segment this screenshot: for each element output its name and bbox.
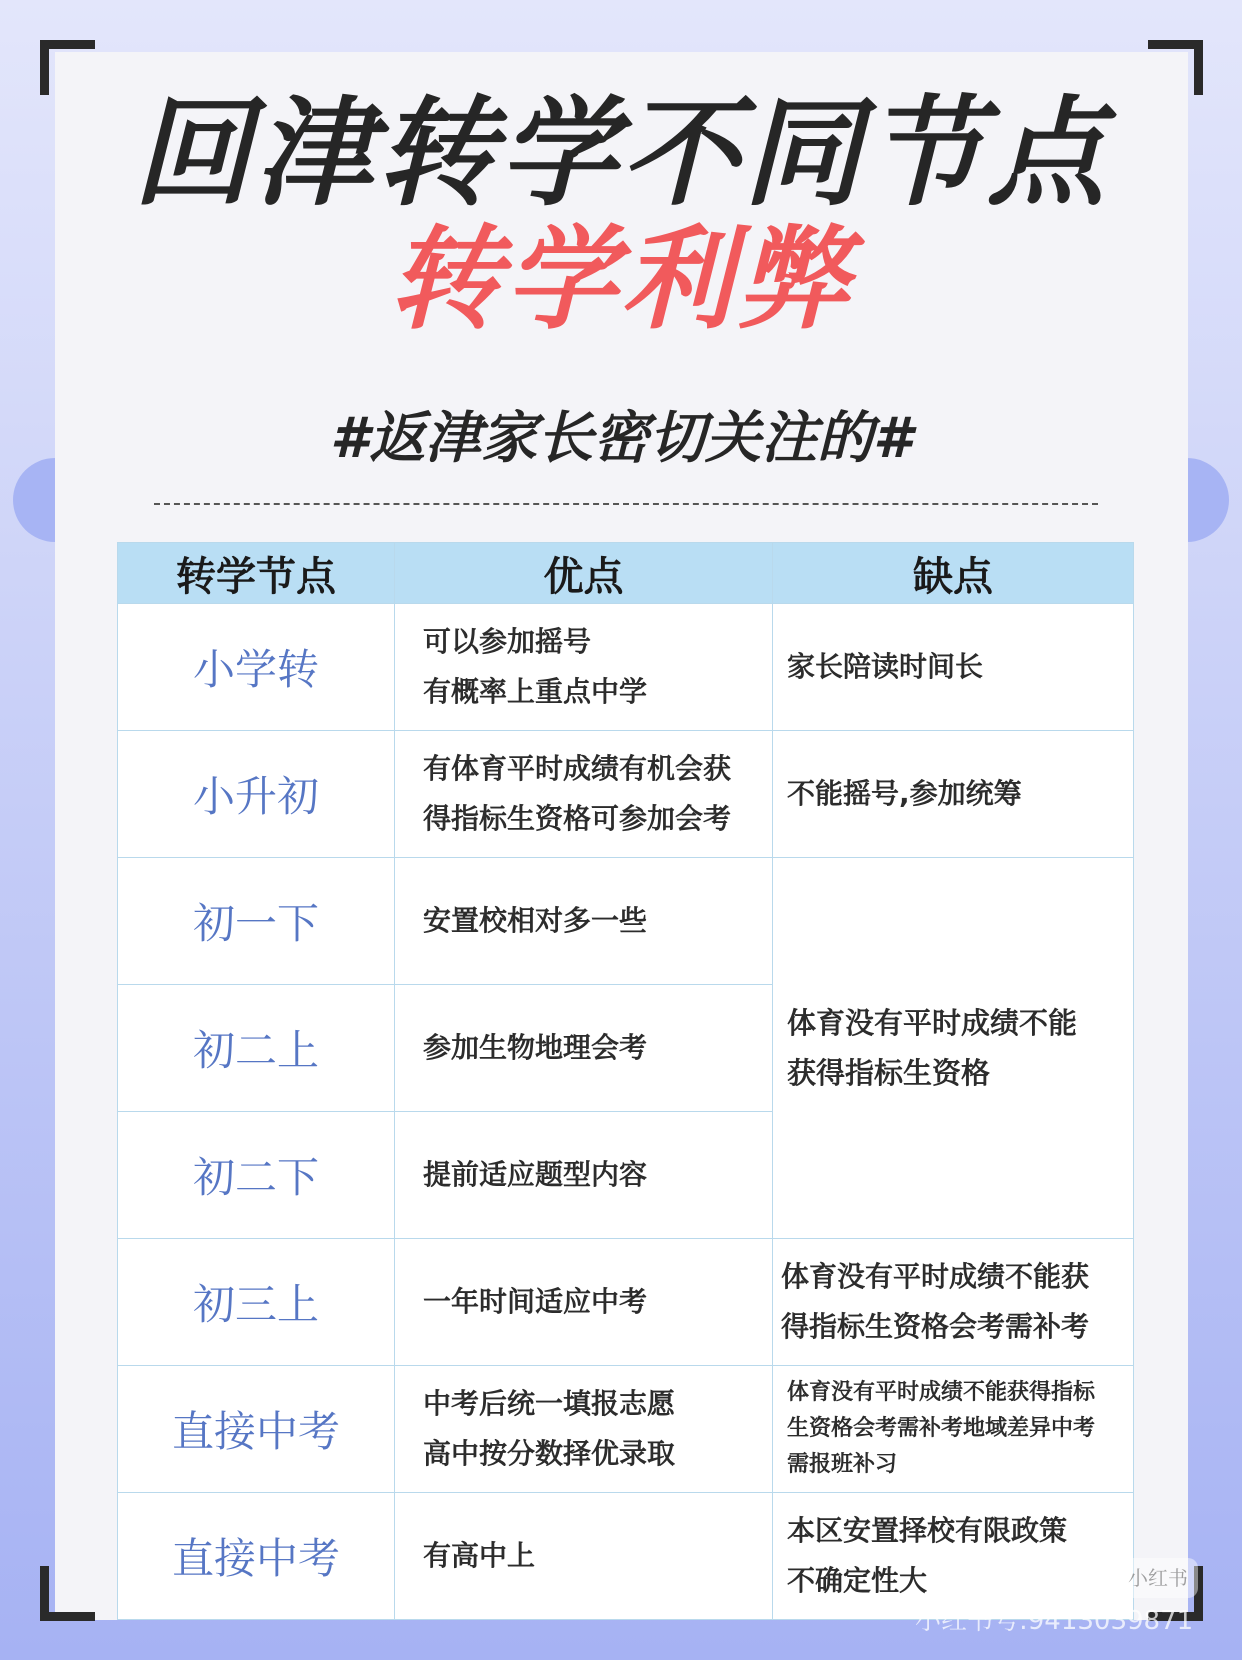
- cons-line: 获得指标生资格: [787, 1056, 991, 1090]
- cons-cell-merged: [773, 858, 1134, 1239]
- pros-cell: [395, 1112, 773, 1239]
- cons-cell: [773, 731, 1134, 858]
- node-cell: 初三上: [118, 1239, 395, 1366]
- header-node: 转学节点: [118, 543, 395, 604]
- table-row: [118, 604, 1134, 731]
- node-cell: 小升初: [118, 731, 395, 858]
- node-cell: 初一下: [118, 858, 395, 985]
- cons-cell: [773, 1239, 1134, 1366]
- node-cell: 直接中考: [118, 1366, 395, 1493]
- node-cell: 直接中考: [118, 1493, 395, 1620]
- pros-line: 得指标生资格可参加会考: [423, 802, 732, 835]
- pros-cell: [395, 1239, 773, 1366]
- cons-line: 体育没有平时成绩不能获: [781, 1260, 1090, 1293]
- pros-line: 安置校相对多一些: [423, 904, 648, 937]
- cons-line: 不能摇号,参加统筹: [787, 777, 1022, 810]
- cons-line: 生资格会考需补考地域差异中考: [787, 1416, 1096, 1441]
- pros-line: 提前适应题型内容: [423, 1158, 648, 1191]
- cons-line: 家长陪读时间长: [787, 650, 984, 683]
- header-cons: 缺点: [773, 543, 1134, 604]
- table-row: [118, 1366, 1134, 1493]
- cons-line: 体育没有平时成绩不能: [787, 1006, 1078, 1040]
- pros-line: 参加生物地理会考: [423, 1031, 648, 1064]
- pros-cell: [395, 1366, 773, 1493]
- table-header-row: [118, 543, 1134, 604]
- pros-cell: [395, 731, 773, 858]
- pros-line: 中考后统一填报志愿: [423, 1387, 676, 1420]
- page-title-highlight: 转学利弊: [389, 215, 853, 345]
- pros-line: 有体育平时成绩有机会获: [423, 752, 732, 785]
- pros-line: 有概率上重点中学: [423, 675, 648, 708]
- cons-line: 本区安置择校有限政策: [787, 1514, 1068, 1547]
- pros-cell: [395, 985, 773, 1112]
- cons-cell: [773, 604, 1134, 731]
- pros-cell: [395, 858, 773, 985]
- watermark-text: 小红书号:9413039871: [915, 1606, 1194, 1636]
- node-cell: 初二上: [118, 985, 395, 1112]
- page-title: 回津转学不同节点: [132, 84, 1109, 222]
- pros-line: 一年时间适应中考: [423, 1285, 648, 1318]
- pros-line: 可以参加摇号: [423, 625, 592, 658]
- pros-cell: [395, 604, 773, 731]
- node-cell: 初二下: [118, 1112, 395, 1239]
- cons-cell: [773, 1366, 1134, 1493]
- pros-line: 高中按分数择优录取: [423, 1437, 676, 1470]
- corner-bracket-bottom-left: [40, 1566, 95, 1621]
- corner-bracket-top-right: [1148, 40, 1203, 95]
- cons-line: 得指标生资格会考需补考: [781, 1310, 1090, 1343]
- cons-line: 不确定性大: [787, 1564, 928, 1597]
- header-pros: 优点: [395, 543, 773, 604]
- corner-bracket-top-left: [40, 40, 95, 95]
- cons-line: 体育没有平时成绩不能获得指标: [787, 1380, 1096, 1405]
- table-row: [118, 858, 1134, 985]
- watermark-badge: 小红书: [1118, 1558, 1198, 1598]
- table-row: [118, 731, 1134, 858]
- node-cell: 小学转: [118, 604, 395, 731]
- pros-cell: [395, 1493, 773, 1620]
- cons-line: 需报班补习: [787, 1452, 898, 1477]
- comparison-table: [117, 542, 1134, 1620]
- table-row: [118, 1239, 1134, 1366]
- subtitle-hashtag: #返津家长密切关注的#: [330, 406, 912, 471]
- dashed-divider: [154, 503, 1098, 505]
- pros-line: 有高中上: [423, 1539, 536, 1572]
